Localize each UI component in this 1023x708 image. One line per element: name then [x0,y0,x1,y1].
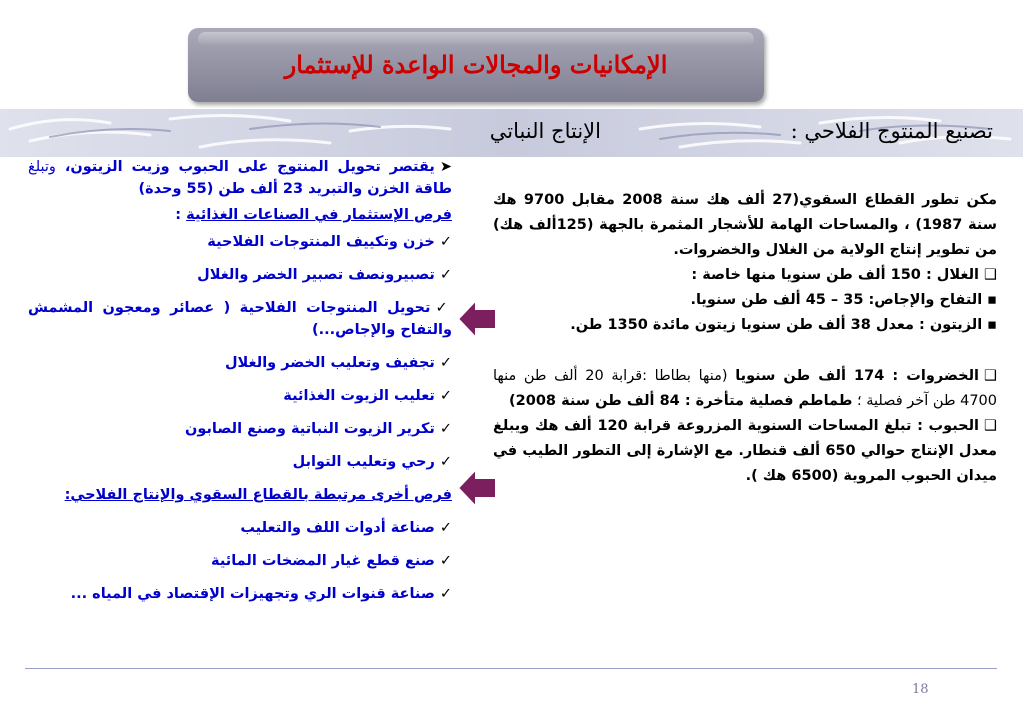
small-square-bullet-icon: ▪ [987,292,997,308]
fruits-line: ❑الغلال : 150 ألف طن سنويا منها خاصة : [691,267,997,283]
heading-other-opportunities: فرص أخرى مرتبطة بالقطاع السقوي والإنتاج الفلاحي: [64,487,452,503]
left-column [28,156,452,605]
spacer [28,286,452,297]
band-right-label: تصنيع المنتوج الفلاحي : [790,119,993,143]
spacer [28,506,452,517]
checkmark-icon: ✓ [439,520,452,536]
checkmark-icon: ✓ [439,388,452,404]
checkmark-icon: ✓ [439,586,452,602]
checkmark-icon: ✓ [439,553,452,569]
checkmark-icon: ✓ [439,421,452,437]
square-bullet-icon: ❑ [984,418,997,434]
spacer [493,338,997,364]
checkmark-icon: ✓ [439,267,452,283]
left-arrow-icon [456,465,498,511]
heading-food-industry: فرص الإستثمار في الصناعات الغذائية : [175,207,452,223]
list-item: ✓صنع قطع غيار المضخات المائية [211,553,452,569]
list-item: ✓صناعة أدوات اللف والتعليب [240,520,452,536]
square-bullet-icon: ❑ [984,368,998,384]
spacer [28,341,452,352]
list-item: ✓خزن وتكييف المنتوجات الفلاحية [207,234,452,250]
title-shine [198,32,754,46]
left-arrow-icon [456,296,498,342]
triangle-bullet-icon: ➤ [439,159,452,175]
checkmark-icon: ✓ [435,300,452,316]
band-center-label: الإنتاج النباتي [489,119,601,143]
footer-divider [25,668,997,669]
list-item: ✓تجفيف وتعليب الخضر والغلال [224,355,452,371]
olives-line: ▪الزيتون : معدل 38 ألف طن سنويا زيتون مائدة 1350 طن. [570,317,997,333]
list-item: ✓تحويل المنتوجات الفلاحية ( عصائر ومعجون المشمش والتفاح والإجاص...) [28,300,452,338]
spacer [28,539,452,550]
spacer [28,253,452,264]
spacer [28,473,452,484]
list-item: ✓تكرير الزيوت النباتية وصنع الصابون [184,421,452,437]
slide-title: الإمكانيات والمجالات الواعدة للإستثمار [284,50,668,79]
list-item: ✓تصبيرونصف تصبير الخضر والغلال [197,267,452,283]
list-item: ✓رحي وتعليب التوابل [292,454,452,470]
right-column [493,188,997,489]
vegetables-paragraph: ❑الخضروات : 174 ألف طن سنويا (منها بطاطا :قرابة 20 ألف طن منها 4700 طن آخر فصلية ؛ طماطم فصلية متأخرة : 84 ألف طن سنة 2008) [493,368,998,409]
intro-paragraph: ➤يقتصر تحويل المنتوج على الحبوب وزيت الزيتون، وتبلغ طاقة الخزن والتبريد 23 ألف طن (55 وحدة) [28,159,452,197]
title-box [188,28,764,102]
checkmark-icon: ✓ [439,355,452,371]
list-item: ✓صناعة قنوات الري وتجهيزات الإقتصاد في المياه ... [70,586,452,602]
cereals-paragraph: ❑الحبوب : تبلغ المساحات السنوية المزروعة قرابة 120 ألف هك ويبلغ معدل الإنتاج حوالي 650 ألف قنطار. مع الإشارة إلى التطور الطيب في ميدان الحبوب المروية (6500 هك ). [493,418,997,484]
small-square-bullet-icon: ▪ [987,317,997,333]
checkmark-icon: ✓ [439,234,452,250]
spacer [28,440,452,451]
spacer [28,374,452,385]
checkmark-icon: ✓ [439,454,452,470]
apples-line: ▪التفاح والإجاص: 35 – 45 ألف طن سنويا. [690,292,997,308]
intro-paragraph: مكن تطور القطاع السقوي(27 ألف هك سنة 2008 مقابل 9700 هك سنة 1987) ، والمساحات الهامة للأشجار المثمرة بالجهة (125ألف هك) من تطوير إنتاج الولاية من الغلال والخضروات. [493,192,997,258]
spacer [28,572,452,583]
list-item: ✓تعليب الزيوت الغذائية [283,388,452,404]
header-band [0,109,1023,157]
page-number: 18 [912,682,929,697]
square-bullet-icon: ❑ [984,267,997,283]
spacer [28,407,452,418]
